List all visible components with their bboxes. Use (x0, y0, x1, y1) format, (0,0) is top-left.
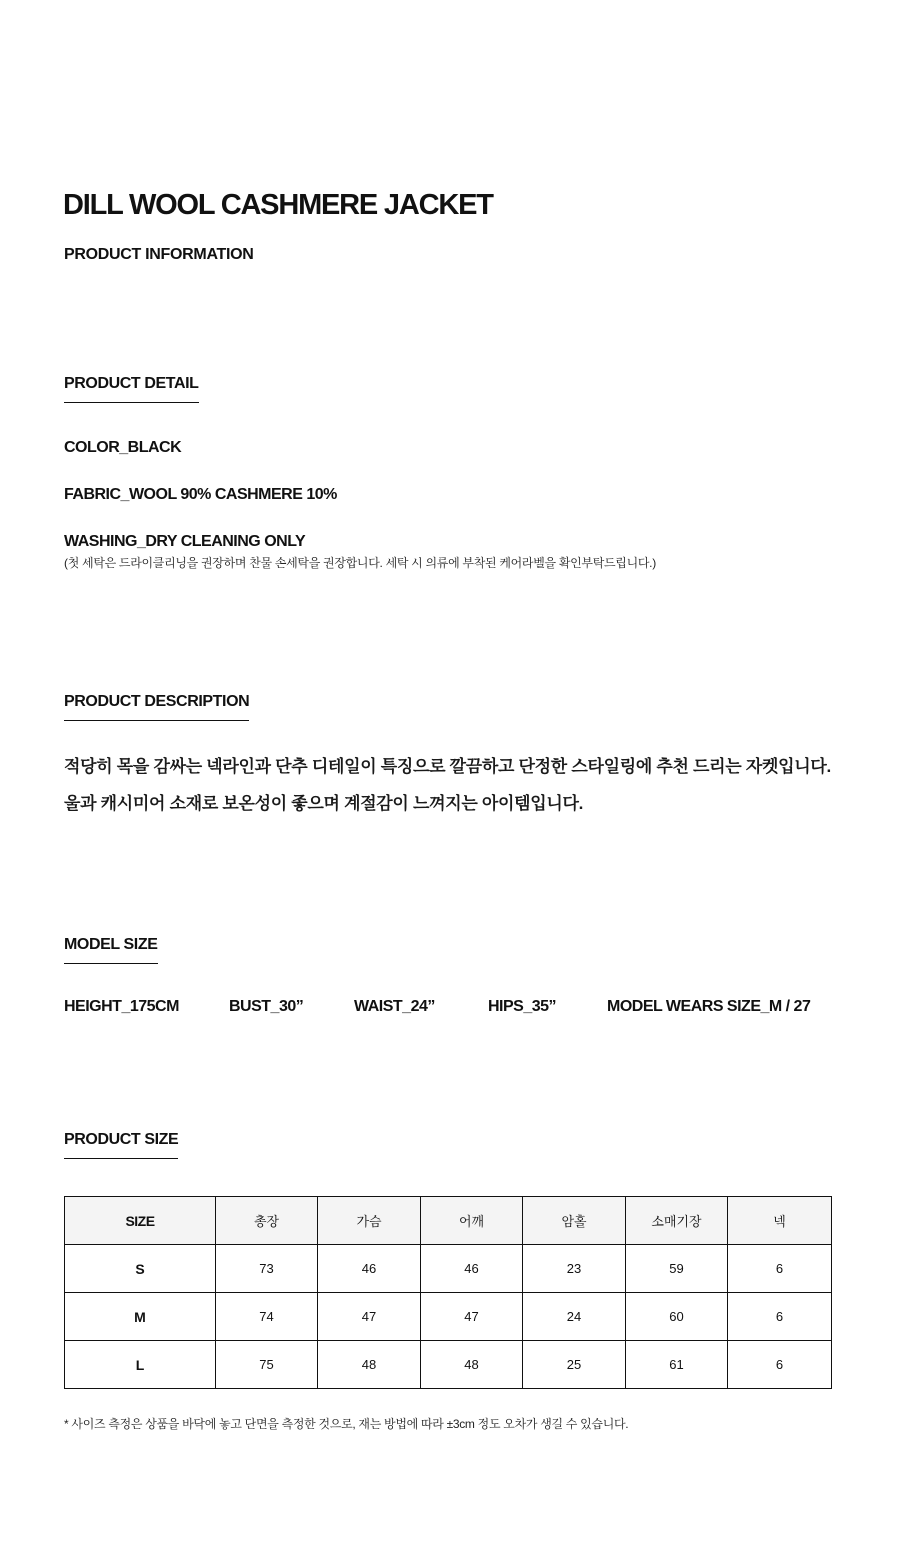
color-detail: COLOR_BLACK (64, 439, 182, 456)
fabric-detail: FABRIC_WOOL 90% CASHMERE 10% (64, 486, 337, 503)
table-cell: 48 (318, 1341, 421, 1389)
column-header-length: 총장 (216, 1197, 318, 1245)
column-header-sleeve: 소매기장 (626, 1197, 728, 1245)
description-line: 적당히 목을 감싸는 넥라인과 단추 디테일이 특징으로 깔끔하고 단정한 스타일링에 추천 드리는 자켓입니다. (64, 757, 831, 776)
model-height: HEIGHT_175CM (64, 998, 179, 1015)
column-header-chest: 가슴 (318, 1197, 421, 1245)
column-header-neck: 넥 (728, 1197, 832, 1245)
product-detail-heading: PRODUCT DETAIL (64, 374, 199, 403)
table-cell: 74 (216, 1293, 318, 1341)
size-footnote: * 사이즈 측정은 상품을 바닥에 놓고 단면을 측정한 것으로, 재는 방법에 따라 ±3cm 정도 오차가 생길 수 있습니다. (64, 1417, 629, 1431)
table-row (65, 1245, 832, 1293)
model-bust: BUST_30” (229, 998, 304, 1015)
table-cell: 75 (216, 1341, 318, 1389)
column-header-size: SIZE (65, 1197, 216, 1245)
column-header-armhole: 암홀 (523, 1197, 626, 1245)
table-cell: 46 (318, 1245, 421, 1293)
washing-detail: WASHING_DRY CLEANING ONLY (64, 533, 306, 550)
table-cell: 6 (728, 1245, 832, 1293)
product-information-label: PRODUCT INFORMATION (64, 246, 254, 263)
model-hips: HIPS_35” (488, 998, 557, 1015)
size-table (64, 1196, 832, 1389)
size-cell: M (65, 1293, 216, 1341)
product-size-heading: PRODUCT SIZE (64, 1130, 178, 1159)
model-wears-size: MODEL WEARS SIZE_M / 27 (607, 998, 811, 1015)
table-cell: 25 (523, 1341, 626, 1389)
table-cell: 61 (626, 1341, 728, 1389)
table-row (65, 1293, 832, 1341)
table-cell: 24 (523, 1293, 626, 1341)
table-cell: 6 (728, 1341, 832, 1389)
column-header-shoulder: 어깨 (421, 1197, 523, 1245)
description-line: 울과 캐시미어 소재로 보온성이 좋으며 계절감이 느껴지는 아이템입니다. (64, 794, 584, 813)
size-cell: S (65, 1245, 216, 1293)
table-cell: 6 (728, 1293, 832, 1341)
washing-note: (첫 세탁은 드라이클리닝을 권장하며 찬물 손세탁을 권장합니다. 세탁 시 의류에 부착된 케어라벨을 확인부탁드립니다.) (64, 556, 656, 570)
size-cell: L (65, 1341, 216, 1389)
table-cell: 73 (216, 1245, 318, 1293)
model-waist: WAIST_24” (354, 998, 435, 1015)
table-cell: 46 (421, 1245, 523, 1293)
table-row (65, 1341, 832, 1389)
table-cell: 23 (523, 1245, 626, 1293)
table-cell: 47 (318, 1293, 421, 1341)
product-title: DILL WOOL CASHMERE JACKET (63, 189, 493, 221)
table-header-row (65, 1197, 832, 1245)
product-description-heading: PRODUCT DESCRIPTION (64, 692, 249, 721)
model-size-heading: MODEL SIZE (64, 935, 158, 964)
table-cell: 60 (626, 1293, 728, 1341)
table-cell: 48 (421, 1341, 523, 1389)
table-cell: 47 (421, 1293, 523, 1341)
table-cell: 59 (626, 1245, 728, 1293)
